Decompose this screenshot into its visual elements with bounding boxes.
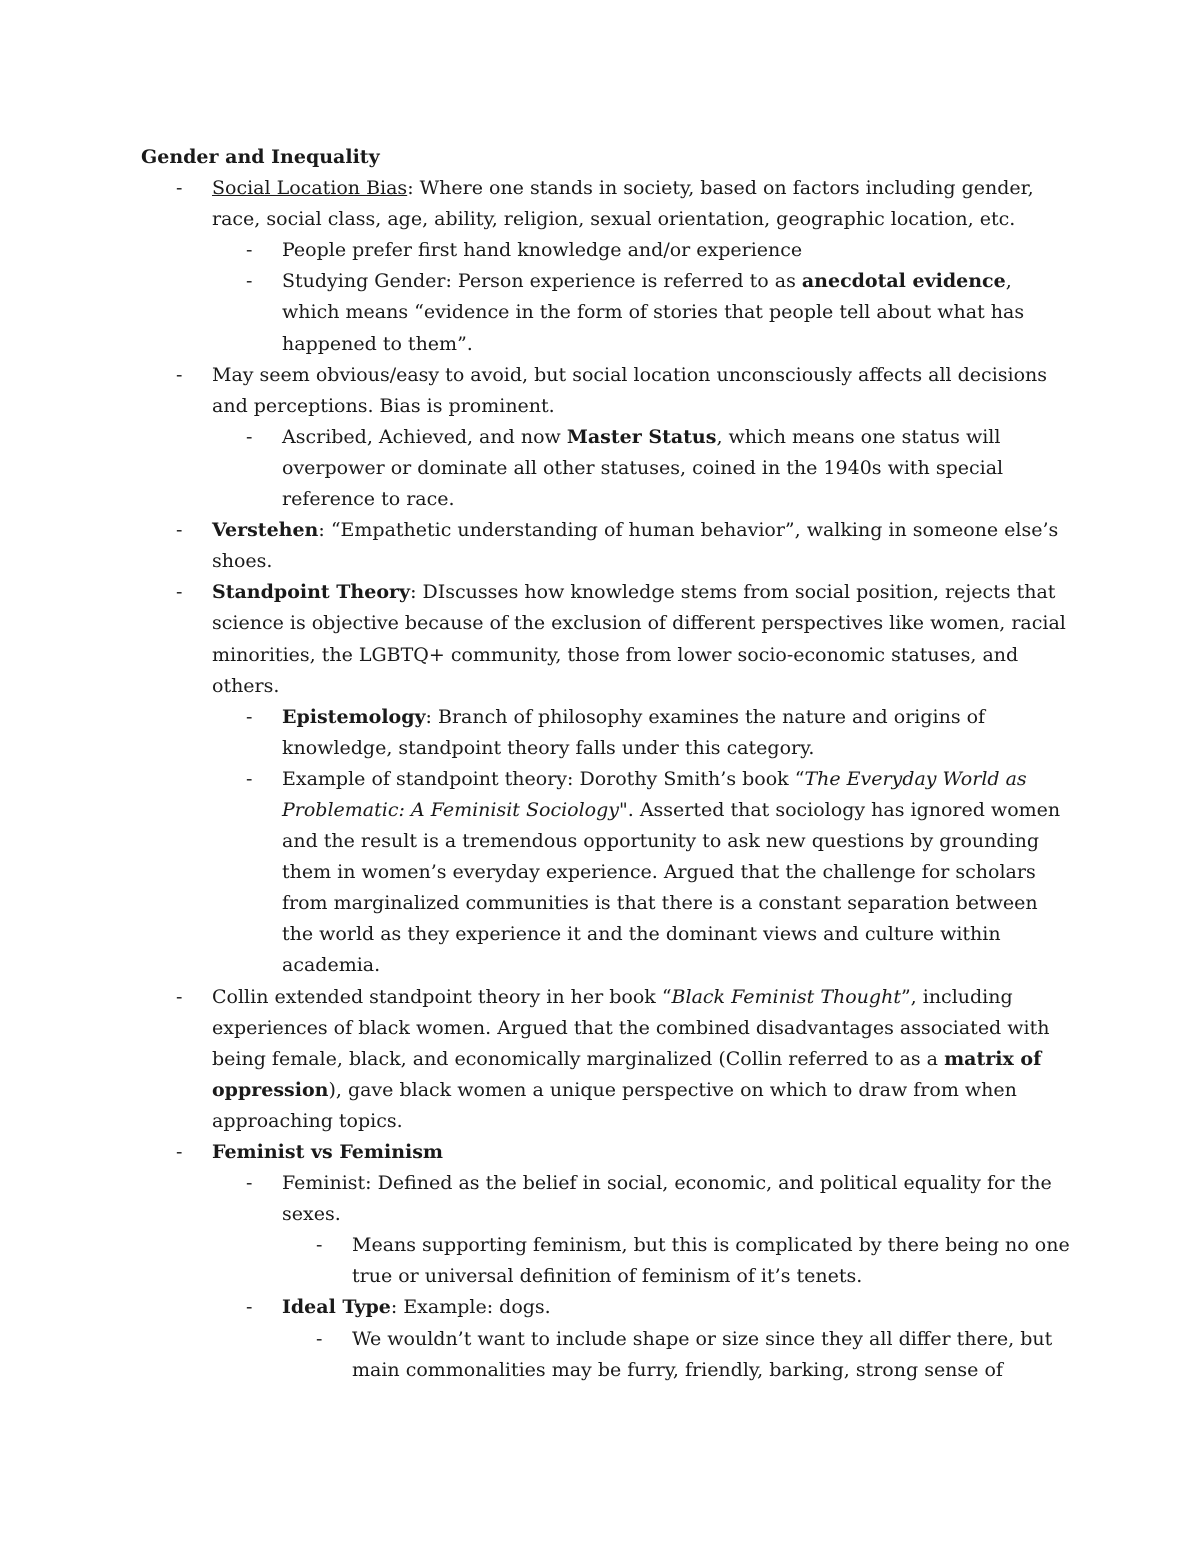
item-text: : Example: dogs.	[390, 1296, 551, 1319]
bullet-dash: -	[246, 270, 253, 293]
item-text: Studying Gender: Person experience is referred to as	[282, 270, 802, 293]
bullet-dash: -	[246, 239, 253, 262]
bullet-dash: -	[176, 519, 183, 542]
item-text: Collin extended standpoint theory in her book “	[212, 985, 672, 1008]
list-item-may-seem-obvious	[141, 360, 1071, 422]
list-item-master-status	[141, 422, 1071, 515]
item-text: : Branch of philosophy examines the nature and origins of knowledge, standpoint theory falls under this category.	[282, 705, 986, 759]
term-epistemology: Epistemology	[282, 705, 426, 728]
bullet-dash: -	[176, 985, 183, 1008]
bullet-dash: -	[246, 425, 253, 448]
book-title-everyday-world: The Everyday World as Problematic: A Feminisit Sociology	[282, 767, 1027, 821]
item-text: , which means “evidence in the form of stories that people tell about what has happened to them”.	[282, 270, 1025, 355]
item-text: Means supporting feminism, but this is complicated by there being no one true or universal definition of feminism of it’s tenets.	[352, 1234, 1070, 1288]
list-item-standpoint-example	[141, 764, 1071, 982]
item-text: ". Asserted that sociology has ignored women and the result is a tremendous opportunity to ask new questions by grounding them in women’s everyday experience. Argued that the challenge for scholars from marginalized communities is that there is a constant separation between the world as they experience it and the dominant views and culture within academia.	[282, 798, 1061, 977]
item-text: We wouldn’t want to include shape or size since they all differ there, but main commonalities may be furry, friendly, barking, strong sense of	[352, 1327, 1053, 1381]
bullet-dash: -	[176, 1141, 183, 1163]
term-master-status: Master Status	[566, 425, 717, 448]
bullet-dash: -	[246, 1296, 253, 1319]
bullet-dash: -	[176, 581, 183, 604]
list-item-means-supporting	[141, 1230, 1071, 1292]
bullet-dash: -	[176, 177, 183, 200]
list-item-feminist-vs-feminism	[141, 1137, 1071, 1168]
bullet-dash: -	[246, 705, 253, 728]
list-item-collin	[141, 982, 1071, 1137]
bullet-dash: -	[176, 363, 183, 386]
item-text: , which means one status will overpower or dominate all other statuses, coined in the 1940s with special reference to race.	[282, 425, 1004, 511]
item-text: May seem obvious/easy to avoid, but social location unconsciously affects all decisions and perceptions. Bias is prominent.	[212, 363, 1048, 417]
term-verstehen: Verstehen	[212, 519, 319, 542]
term-anecdotal-evidence: anecdotal evidence	[801, 270, 1006, 293]
list-item-studying-gender	[141, 266, 1071, 359]
item-text: Example of standpoint theory: Dorothy Smith’s book “	[282, 767, 805, 790]
item-text: : DIscusses how knowledge stems from social position, rejects that science is objective because of the exclusion of different perspectives like women, racial minorities, the LGBTQ+ community, those from lower socio-economic statuses, and others.	[212, 581, 1066, 697]
item-text: People prefer first hand knowledge and/or experience	[282, 239, 803, 262]
term-ideal-type: Ideal Type	[282, 1296, 391, 1319]
list-item-feminist-definition	[141, 1168, 1071, 1230]
item-text: ”, including experiences of black women. Argued that the combined disadvantages associated with being female, black, and economically marginalized (Collin referred to as a	[212, 985, 1050, 1070]
item-text: Ascribed, Achieved, and now	[282, 425, 567, 448]
bullet-dash: -	[246, 1172, 253, 1195]
term-social-location-bias: Social Location Bias	[212, 177, 408, 200]
item-text: ), gave black women a unique perspective on which to draw from when approaching topics.	[212, 1078, 1017, 1132]
list-item-social-location-bias	[141, 173, 1071, 235]
term-matrix-of-oppression: matrix of oppression	[212, 1047, 1042, 1101]
list-item-ideal-type	[141, 1292, 1071, 1323]
bullet-dash: -	[316, 1327, 323, 1350]
list-item-verstehen	[141, 515, 1071, 577]
list-item-epistemology	[141, 702, 1071, 764]
book-title-black-feminist-thought: Black Feminist Thought	[671, 985, 901, 1008]
list-item-first-hand-knowledge	[141, 235, 1071, 266]
term-standpoint-theory: Standpoint Theory	[212, 581, 411, 604]
list-item-standpoint-theory	[141, 577, 1071, 701]
outline-list	[141, 173, 1071, 1386]
item-text: : “Empathetic understanding of human behavior”, walking in someone else’s shoes.	[212, 519, 1059, 573]
item-text: Feminist: Defined as the belief in social, economic, and political equality for the sexes.	[282, 1172, 1052, 1226]
bullet-dash: -	[246, 767, 253, 790]
bullet-dash: -	[316, 1234, 323, 1257]
document-title: Gender and Inequality	[141, 146, 380, 168]
term-feminist-vs-feminism: Feminist vs Feminism	[212, 1141, 444, 1163]
item-text: : Where one stands in society, based on factors including gender, race, social class, age, ability, religion, sexual orientation, geographic location, etc.	[212, 177, 1034, 231]
document-body	[141, 142, 1071, 1386]
list-item-dogs-commonalities	[141, 1324, 1071, 1386]
